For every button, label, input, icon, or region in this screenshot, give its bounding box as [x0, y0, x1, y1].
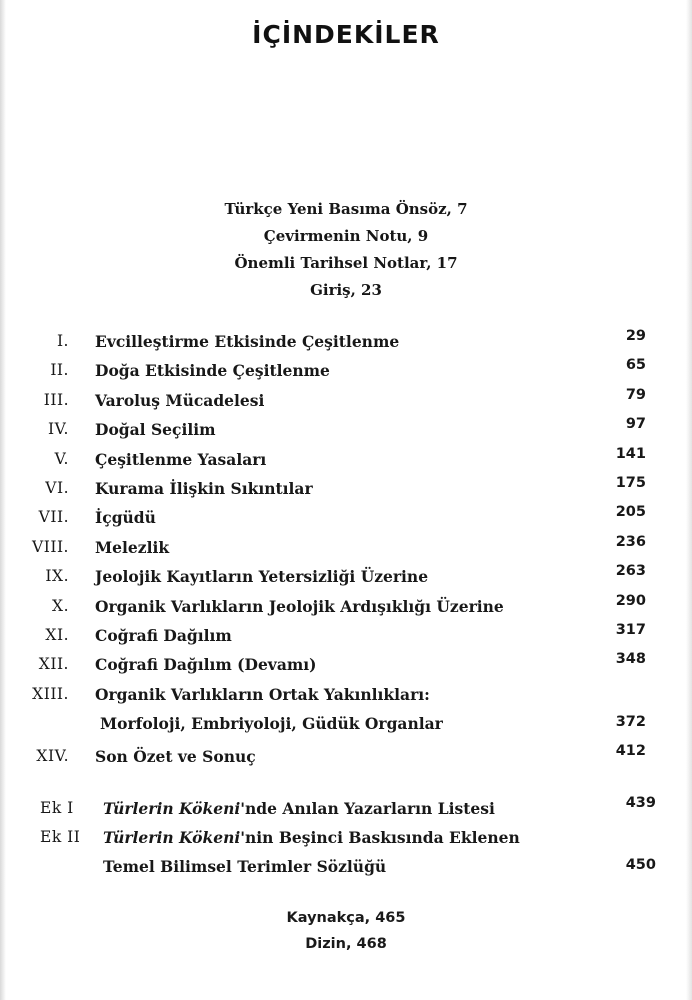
chapter-title: Son Özet ve Sonuç: [95, 746, 256, 766]
page-number: 439: [625, 795, 656, 811]
chapter-number: II.: [50, 361, 69, 380]
page-number: 141: [615, 445, 646, 462]
toc-row: [0, 824, 692, 886]
chapter-title: Jeolojik Kayıtların Yetersizliği Üzerine: [95, 567, 429, 587]
page-number: 450: [625, 857, 656, 874]
chapter-title: Coğrafi Dağılım: [95, 625, 232, 645]
toc-row: [0, 651, 692, 680]
front-matter-item: Önemli Tarihsel Notlar, 17: [234, 254, 458, 272]
appendix-number: Ek II: [40, 828, 81, 847]
page-number: 205: [615, 504, 646, 521]
toc-row: [0, 743, 692, 772]
appendix-title-rest: 'nin Beşinci Baskısında Eklenen: [240, 828, 520, 848]
appendix-number: Ek I: [40, 799, 74, 817]
toc-row: [0, 795, 692, 824]
back-matter-list: [0, 905, 692, 957]
appendix-title: [103, 799, 495, 818]
page-number: 372: [615, 713, 646, 730]
chapter-title: Coğrafi Dağılım (Devamı): [95, 655, 317, 675]
chapter-number: IV.: [47, 420, 69, 439]
chapter-title-continued: Morfoloji, Embriyoloji, Güdük Organlar: [100, 713, 443, 733]
page-number: 236: [615, 533, 646, 550]
page-number: 348: [615, 651, 646, 668]
back-matter-item: Kaynakça, 465: [286, 910, 406, 926]
chapter-number: XIII.: [32, 684, 69, 703]
toc-row: [0, 357, 692, 386]
chapter-number: VI.: [45, 478, 69, 497]
appendix-list: [0, 795, 692, 886]
toc-row: [0, 328, 692, 357]
chapter-title: Varoluş Mücadelesi: [95, 390, 265, 410]
page-number: 175: [615, 474, 646, 491]
page-number: 65: [625, 357, 646, 374]
page-title: İÇİNDEKİLER: [252, 20, 440, 49]
toc-row: [0, 681, 692, 743]
chapter-title: Doğal Seçilim: [95, 420, 216, 440]
toc-row: [0, 446, 692, 475]
chapter-title: Doğa Etkisinde Çeşitlenme: [95, 361, 330, 381]
chapter-number: IX.: [45, 567, 69, 586]
page-number: 97: [625, 416, 646, 433]
chapter-number: XI.: [45, 625, 69, 644]
chapter-title: İçgüdü: [95, 508, 156, 528]
toc-row: [0, 622, 692, 651]
toc-row: [0, 475, 692, 504]
front-matter-item: Giriş, 23: [310, 281, 382, 299]
chapter-number: III.: [43, 390, 69, 409]
page-number: 290: [615, 592, 646, 609]
page-number: 412: [615, 742, 646, 759]
front-matter-item: Çevirmenin Notu, 9: [263, 227, 429, 245]
toc-row: [0, 504, 692, 533]
appendix-title: [103, 828, 520, 847]
chapter-title: Organik Varlıkların Ortak Yakınlıkları:: [95, 684, 430, 704]
chapter-number: I.: [56, 332, 69, 350]
chapter-number: X.: [52, 596, 69, 615]
chapter-list: [0, 328, 692, 772]
toc-row: [0, 563, 692, 592]
toc-row: [0, 387, 692, 416]
front-matter-item: Türkçe Yeni Basıma Önsöz, 7: [224, 200, 468, 218]
chapter-number: XIV.: [36, 746, 69, 765]
appendix-title-continued: Temel Bilimsel Terimler Sözlüğü: [103, 857, 387, 877]
front-matter-list: [0, 196, 692, 304]
toc-row: [0, 534, 692, 563]
page-number: 317: [615, 621, 646, 638]
chapter-title: Çeşitlenme Yasaları: [95, 449, 267, 469]
chapter-number: V.: [54, 449, 69, 468]
page-number: 263: [615, 563, 646, 580]
chapter-title: Melezlik: [95, 537, 170, 557]
book-title-italic: Türlerin Kökeni: [103, 799, 241, 818]
toc-row: [0, 593, 692, 622]
chapter-number: VIII.: [32, 537, 69, 556]
page-number: 29: [625, 328, 646, 344]
back-matter-item: Dizin, 468: [305, 936, 387, 952]
chapter-title: Kurama İlişkin Sıkıntılar: [95, 478, 313, 498]
chapter-title: Evcilleştirme Etkisinde Çeşitlenme: [95, 332, 400, 351]
page-number: 79: [625, 386, 646, 403]
chapter-number: XII.: [38, 655, 69, 674]
chapter-title: Organik Varlıkların Jeolojik Ardışıklığı Üzerine: [95, 596, 504, 616]
toc-row: [0, 416, 692, 445]
appendix-title-rest: 'nde Anılan Yazarların Listesi: [240, 799, 495, 818]
book-title-italic: Türlerin Kökeni: [103, 828, 241, 848]
chapter-number: VII.: [38, 508, 69, 527]
